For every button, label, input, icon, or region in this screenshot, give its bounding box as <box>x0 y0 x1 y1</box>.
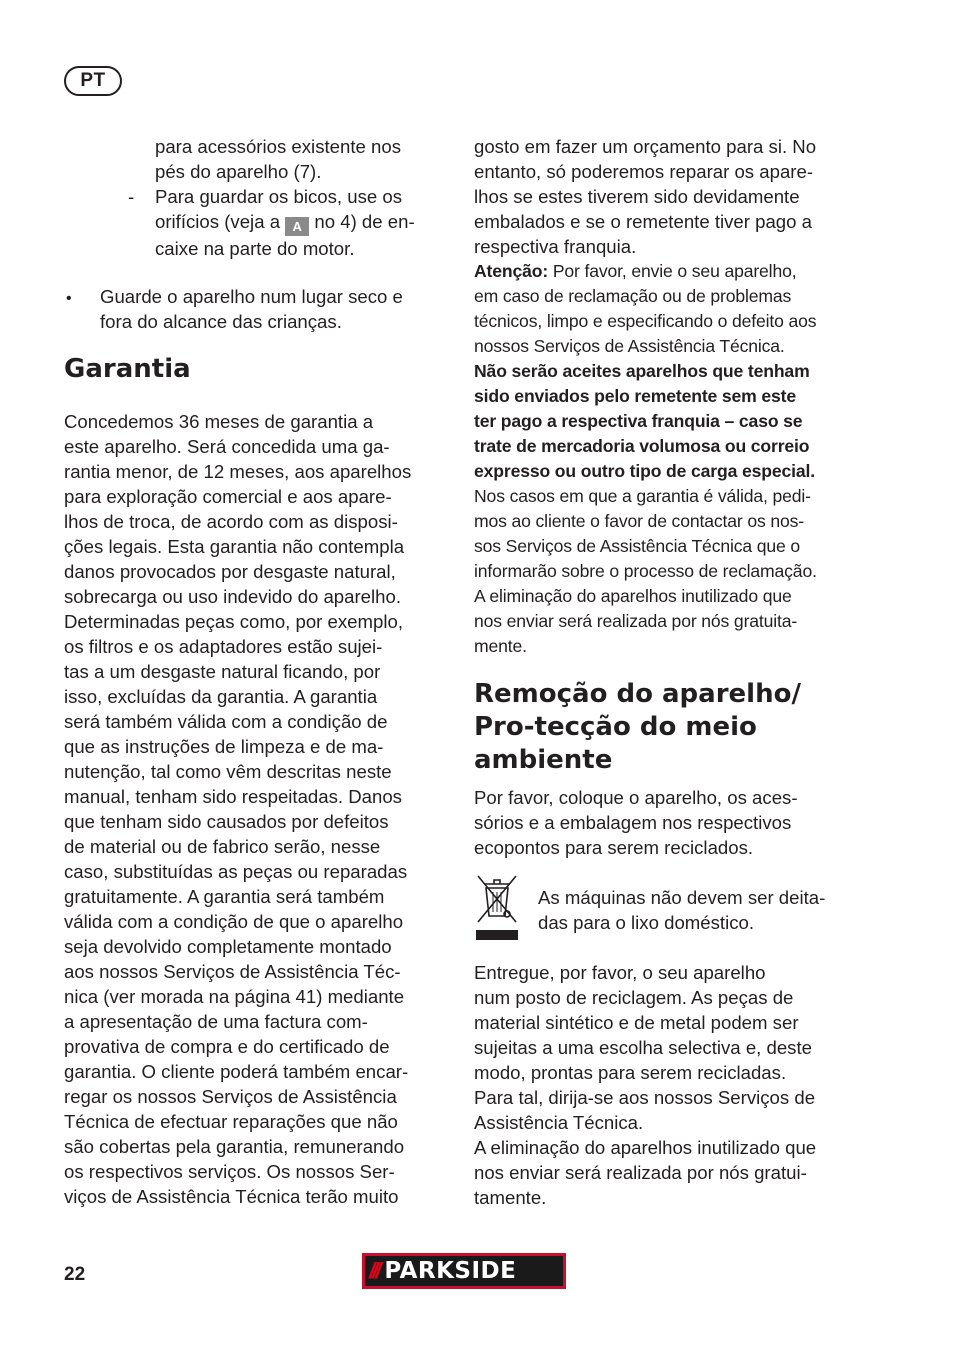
text-line: Por favor, coloque o aparelho, os aces- <box>474 787 798 808</box>
text-line: pés do aparelho (7). <box>155 161 322 182</box>
text-line: Assistência Técnica. <box>474 1112 644 1133</box>
text-line: caso, substituídas as peças ou reparadas <box>64 861 408 882</box>
garantia-continued <box>474 134 816 259</box>
text-line: para exploração comercial e aos apare- <box>64 486 392 507</box>
nozzle-storage-item <box>155 184 415 261</box>
section-heading-remocao <box>474 678 801 777</box>
text-line: nutenção, tal como vêm descritas neste <box>64 761 392 782</box>
text-line: lhos de troca, de acordo com as disposi- <box>64 511 398 532</box>
text-line: tas a um desgaste natural ficando, por <box>64 661 381 682</box>
text-line: aos nossos Serviços de Assistência Téc- <box>64 961 401 982</box>
text-line: gosto em fazer um orçamento para si. No <box>474 136 817 157</box>
text-line: caixe na parte do motor. <box>155 238 355 259</box>
text-line: nica (ver morada na página 41) mediante <box>64 986 405 1007</box>
figure-a-icon: A <box>285 217 309 236</box>
text-line: sido enviados pelo remetente sem este <box>474 386 797 406</box>
text-line: danos provocados por desgaste natural, <box>64 561 396 582</box>
text-line: para acessórios existente nos <box>155 136 401 157</box>
text-line: os filtros e os adaptadores estão sujei- <box>64 636 383 657</box>
claim-paragraph <box>474 484 817 659</box>
text-line: viços de Assistência Técnica terão muito <box>64 1186 399 1207</box>
text-line: técnicos, limpo e especificando o defeito aos <box>474 311 817 331</box>
text-line: rantia menor, de 12 meses, aos aparelhos <box>64 461 412 482</box>
bullet-marker: • <box>66 290 72 307</box>
crossed-out-wheelie-bin-icon <box>474 872 520 942</box>
text-line: nossos Serviços de Assistência Técnica. <box>474 336 785 356</box>
disposal-paragraph <box>474 960 816 1210</box>
text-line: são cobertas pela garantia, remunerando <box>64 1136 405 1157</box>
text-line: em caso de reclamação ou de problemas <box>474 286 792 306</box>
text-line: Para tal, dirija-se aos nossos Serviços de <box>474 1087 816 1108</box>
storage-intro <box>155 134 401 184</box>
text-line: Determinadas peças como, por exemplo, <box>64 611 403 632</box>
attention-label: Atenção: <box>474 261 549 281</box>
dash-marker: - <box>128 186 135 207</box>
text-line: expresso ou outro tipo de carga especial. <box>474 461 815 481</box>
heading-line: ambiente <box>474 745 613 775</box>
parkside-logo <box>362 1253 566 1289</box>
text-line: mente. <box>474 636 527 656</box>
text-line: ecopontos para serem reciclados. <box>474 837 754 858</box>
text-line: nos enviar será realizada por nós gratui- <box>474 1162 807 1183</box>
text-line <box>474 259 816 284</box>
text-line: que as instruções de limpeza e de ma- <box>64 736 384 757</box>
text-line: a apresentação de uma factura com- <box>64 1011 368 1032</box>
text-line: os respectivos serviços. Os nossos Ser- <box>64 1161 395 1182</box>
text-line: mos ao cliente o favor de contactar os nos- <box>474 511 804 531</box>
text-line: trate de mercadoria volumosa ou correio <box>474 436 810 456</box>
text-line: das para o lixo doméstico. <box>538 912 755 933</box>
text-line: sos Serviços de Assistência Técnica que o <box>474 536 801 556</box>
text-line: Não serão aceites aparelhos que tenham <box>474 361 810 381</box>
weee-note <box>538 885 825 935</box>
text-line: válida com a condição de que o aparelho <box>64 911 404 932</box>
language-badge: PT <box>64 66 122 96</box>
text-fragment: no 4) de en- <box>314 211 415 232</box>
heading-line: Pro-tecção do meio <box>474 712 757 742</box>
text-line: seja devolvido completamente montado <box>64 936 392 957</box>
text-line: fora do alcance das crianças. <box>100 311 342 332</box>
text-line: regar os nossos Serviços de Assistência <box>64 1086 397 1107</box>
text-line: Para guardar os bicos, use os <box>155 186 403 207</box>
text-line: Nos casos em que a garantia é válida, pedi- <box>474 486 811 506</box>
attention-paragraph <box>474 259 816 359</box>
text-line: ções legais. Esta garantia não contempla <box>64 536 405 557</box>
text-line: que tenham sido causados por defeitos <box>64 811 389 832</box>
text-fragment: orifícios (veja a <box>155 211 281 232</box>
text-line <box>155 209 415 236</box>
text-line: ter pago a respectiva franquia – caso se <box>474 411 803 431</box>
text-line: sobrecarga ou uso indevido do aparelho. <box>64 586 401 607</box>
text-line: A eliminação do aparelhos inutilizado que <box>474 586 792 606</box>
text-line: provativa de compra e do certificado de <box>64 1036 390 1057</box>
text-line: manual, tenham sido respeitadas. Danos <box>64 786 402 807</box>
text-line: As máquinas não devem ser deita- <box>538 887 826 908</box>
text-line: Concedemos 36 meses de garantia a <box>64 411 374 432</box>
text-line: gratuitamente. A garantia será também <box>64 886 385 907</box>
text-line: garantia. O cliente poderá também encar- <box>64 1061 409 1082</box>
bullet-item <box>100 284 403 334</box>
text-line: material sintético e de metal podem ser <box>474 1012 799 1033</box>
logo-slashes: /// <box>369 1258 379 1283</box>
rejection-warning <box>474 359 815 484</box>
text-line: lhos se estes tiverem sido devidamente <box>474 186 800 207</box>
text-line: isso, excluídas da garantia. A garantia <box>64 686 378 707</box>
text-line: Técnica de efectuar reparações que não <box>64 1111 398 1132</box>
text-line: embalados e se o remetente tiver pago a <box>474 211 812 232</box>
logo-wordmark: PARKSIDE <box>384 1258 517 1284</box>
text-line: num posto de reciclagem. As peças de <box>474 987 794 1008</box>
text-fragment: Por favor, envie o seu aparelho, <box>552 261 797 281</box>
text-line: tamente. <box>474 1187 547 1208</box>
text-line: entanto, só poderemos reparar os apare- <box>474 161 814 182</box>
garantia-body <box>64 409 411 1209</box>
text-line: será também válida com a condição de <box>64 711 388 732</box>
text-line: nos enviar será realizada por nós gratuita- <box>474 611 798 631</box>
logo-inner <box>365 1256 563 1286</box>
text-line: informarão sobre o processo de reclamação. <box>474 561 817 581</box>
page-number: 22 <box>64 1264 86 1285</box>
text-line: sujeitas a uma escolha selectiva e, deste <box>474 1037 812 1058</box>
text-line: Guarde o aparelho num lugar seco e <box>100 286 403 307</box>
recycling-paragraph <box>474 785 798 860</box>
text-line: A eliminação do aparelhos inutilizado que <box>474 1137 817 1158</box>
text-line: respectiva franquia. <box>474 236 637 257</box>
text-line: modo, prontas para serem recicladas. <box>474 1062 787 1083</box>
text-line: Entregue, por favor, o seu aparelho <box>474 962 766 983</box>
text-line: de material ou de fabrico serão, nesse <box>64 836 381 857</box>
text-line: este aparelho. Será concedida uma ga- <box>64 436 390 457</box>
heading-line: Remoção do aparelho/ <box>474 679 801 709</box>
text-line: sórios e a embalagem nos respectivos <box>474 812 792 833</box>
section-heading-garantia: Garantia <box>64 354 191 384</box>
